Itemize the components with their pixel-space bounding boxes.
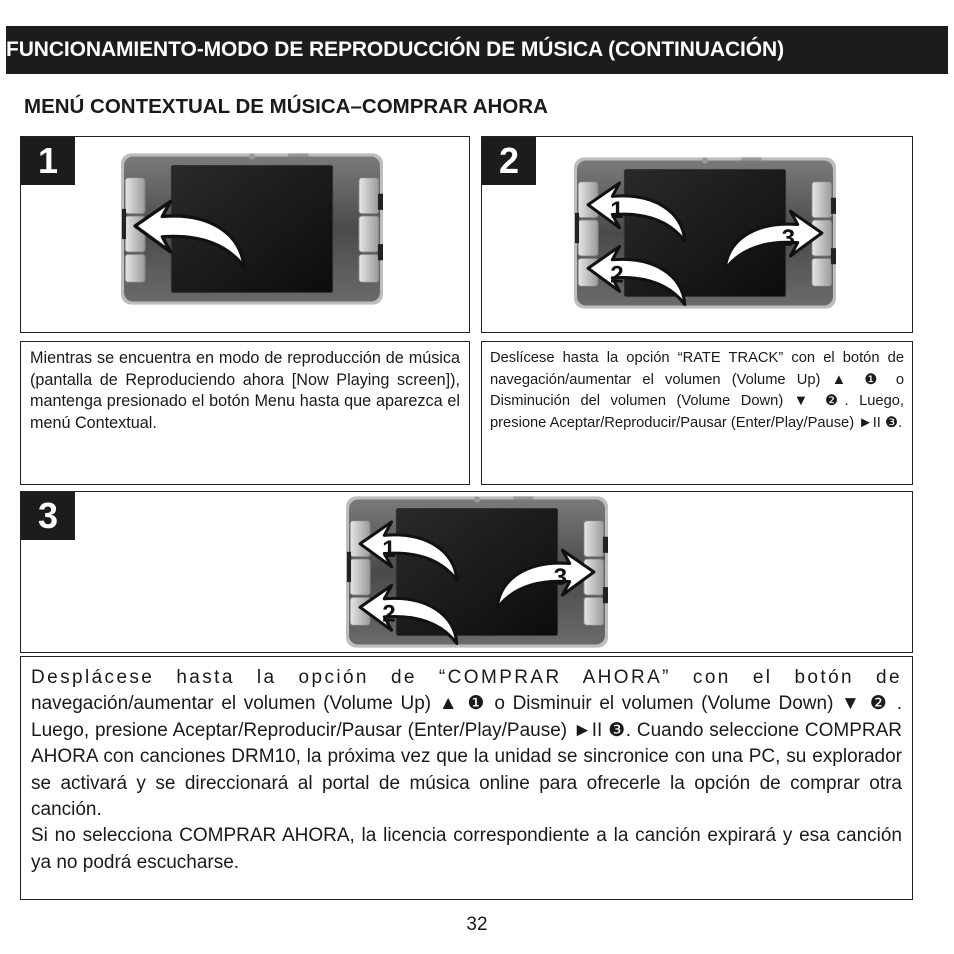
step-2-panel (481, 136, 913, 333)
instruction-first-line: Desplácese hasta la opción de “COMPRAR AHORA” con el botón de (31, 667, 902, 688)
page-number: 32 (466, 914, 488, 935)
step-number-badge: 2 (482, 137, 536, 185)
arrow-label-1: 1 (382, 535, 396, 563)
arrow-label-1: 1 (610, 196, 624, 224)
page-title: FUNCIONAMIENTO-MODO DE REPRODUCCIÓN DE MÚSICA (CONTINUACIÓN) (6, 38, 784, 61)
arrow-label-3: 3 (781, 225, 796, 253)
arrow-label-2: 2 (610, 261, 624, 289)
device-image (346, 496, 608, 648)
step-3-panel (20, 491, 913, 653)
arrow-label-2: 2 (382, 600, 396, 628)
arrow-label-3: 3 (553, 564, 568, 592)
header-bar (6, 26, 948, 74)
section-subtitle: MENÚ CONTEXTUAL DE MÚSICA–COMPRAR AHORA (24, 95, 548, 118)
step-number-badge: 1 (21, 137, 75, 185)
step-number-badge: 3 (21, 492, 75, 540)
step-1-panel (20, 136, 470, 333)
step-1-instructions (20, 341, 470, 485)
step-3-instructions (20, 656, 913, 900)
device-image (574, 157, 836, 309)
instruction-text-2: Si no selecciona COMPRAR AHORA, la licencia correspondiente a la canción expirará y esa canción ya no podrá escucharse. (31, 825, 902, 873)
instruction-text: Deslícese hasta la opción “RATE TRACK” con el botón de navegación/aumentar el volumen (Volume Up) ▲ ❶ o Disminución del volumen (Volume Down) ▼ ❷. Luego, presione Aceptar/Reproducir/Pausar (Enter/Play/Pause) ►II ❸. (490, 350, 904, 431)
instruction-text: Mientras se encuentra en modo de reproducción de música (pantalla de Reproduciendo ahora [Now Playing screen]), mantenga presionado el botón Menu hasta que aparezca el menú Contextual. (30, 349, 460, 432)
step-2-instructions (481, 341, 913, 485)
instruction-continued: navegación/aumentar el volumen (Volume Up) ▲ ❶ o Disminuir el volumen (Volume Down) ▼ ❷ . Luego, presione Aceptar/Reproducir/Pausar (Enter/Play/Pause) ►II ❸. Cuando seleccione COMPRAR AHORA con canciones DRM10, la próxima vez que la unidad se sincronice con una PC, su explorador se activará y se direccionará al portal de música online para ofrecerle la opción de comprar otra canción. (31, 693, 902, 821)
device-image (121, 153, 383, 305)
instruction-text (31, 665, 902, 823)
